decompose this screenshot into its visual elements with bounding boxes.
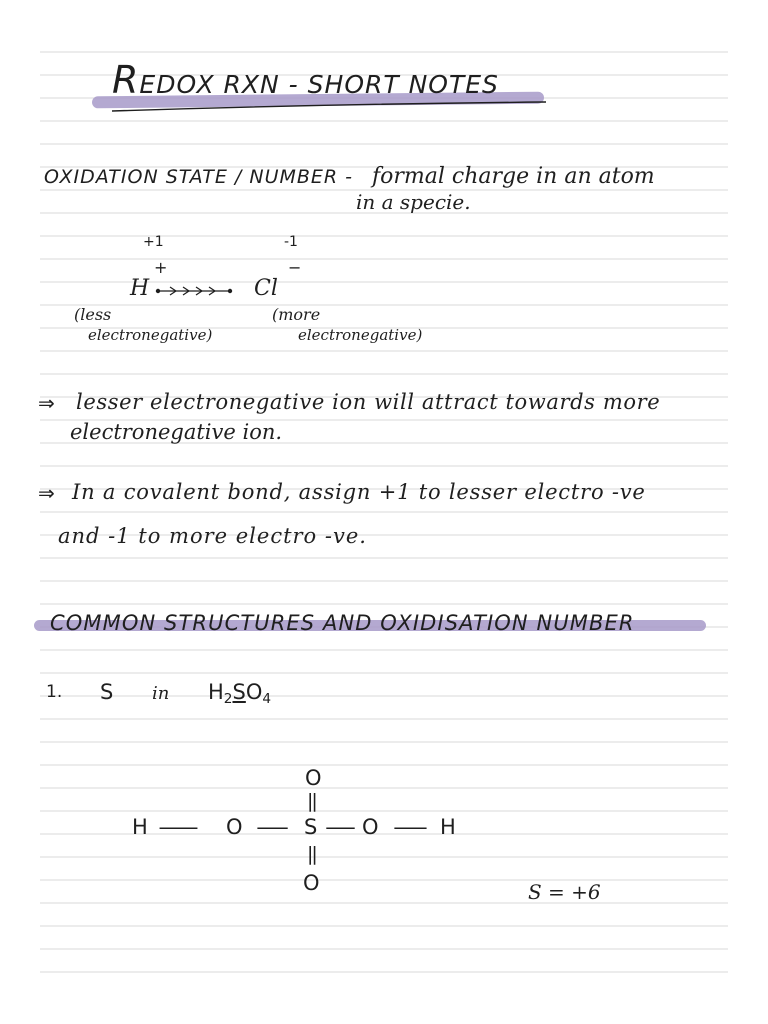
structure-o-right: O (362, 815, 379, 839)
structure-o-left: O (226, 815, 243, 839)
example-formula (208, 680, 271, 707)
h-description-line1: (less (74, 305, 112, 324)
structure-h-right: H (440, 815, 456, 839)
structure-top-oxygen: O (305, 766, 322, 790)
example-in: in (152, 683, 170, 704)
h-description-line2: electronegative) (88, 326, 213, 344)
note2-line1: In a covalent bond, assign +1 to lesser electro -ve (72, 480, 646, 504)
page-title (112, 58, 499, 102)
structure-bond-2: — (255, 815, 290, 839)
example-number: 1. (46, 682, 63, 702)
formula-s: S (232, 680, 246, 704)
electron-shift-arrow (150, 282, 240, 300)
note2-line2: and -1 to more electro -ve. (58, 524, 367, 548)
formula-o-count: 4 (262, 691, 272, 707)
note1-line2: electronegative ion. (70, 420, 283, 444)
note2-arrow: ⇒ (38, 481, 55, 505)
cl-oxidation-state: -1 (284, 234, 298, 250)
structure-bond-1: — (157, 815, 200, 839)
structure-sulfur: S (304, 815, 318, 839)
title-rest: EDOX RXN - SHORT NOTES (139, 70, 499, 99)
formula-h: H (208, 680, 224, 704)
definition-term: OXIDATION STATE / NUMBER - (44, 166, 354, 188)
formula-o: O (245, 680, 263, 704)
h-atom: H (130, 276, 150, 301)
cl-partial-charge: − (288, 258, 302, 277)
structure-top-double-bond: || (307, 790, 316, 812)
note1-arrow: ⇒ (38, 391, 55, 415)
section-heading: COMMON STRUCTURES AND OXIDISATION NUMBER (50, 611, 635, 635)
structure-h-left: H (132, 815, 148, 839)
cl-description-line2: electronegative) (298, 326, 423, 344)
title-first-letter: R (112, 58, 140, 102)
example-element: S (100, 680, 114, 704)
structure-bond-4: — (392, 815, 429, 839)
definition-text-line1: formal charge in an atom (372, 164, 655, 189)
note1-line1: lesser electronegative ion will attract towards more (76, 390, 661, 414)
h-oxidation-state: +1 (143, 234, 164, 250)
h-partial-charge: + (154, 258, 168, 277)
structure-bottom-double-bond: || (307, 843, 316, 865)
formula-h-count: 2 (223, 691, 233, 707)
structure-bottom-oxygen: O (303, 871, 320, 895)
cl-description-line1: (more (272, 305, 321, 324)
definition-text-line2: in a specie. (356, 190, 471, 214)
cl-atom: Cl (254, 276, 278, 301)
oxidation-result: S = +6 (528, 880, 601, 904)
structure-bond-3: — (324, 815, 357, 839)
